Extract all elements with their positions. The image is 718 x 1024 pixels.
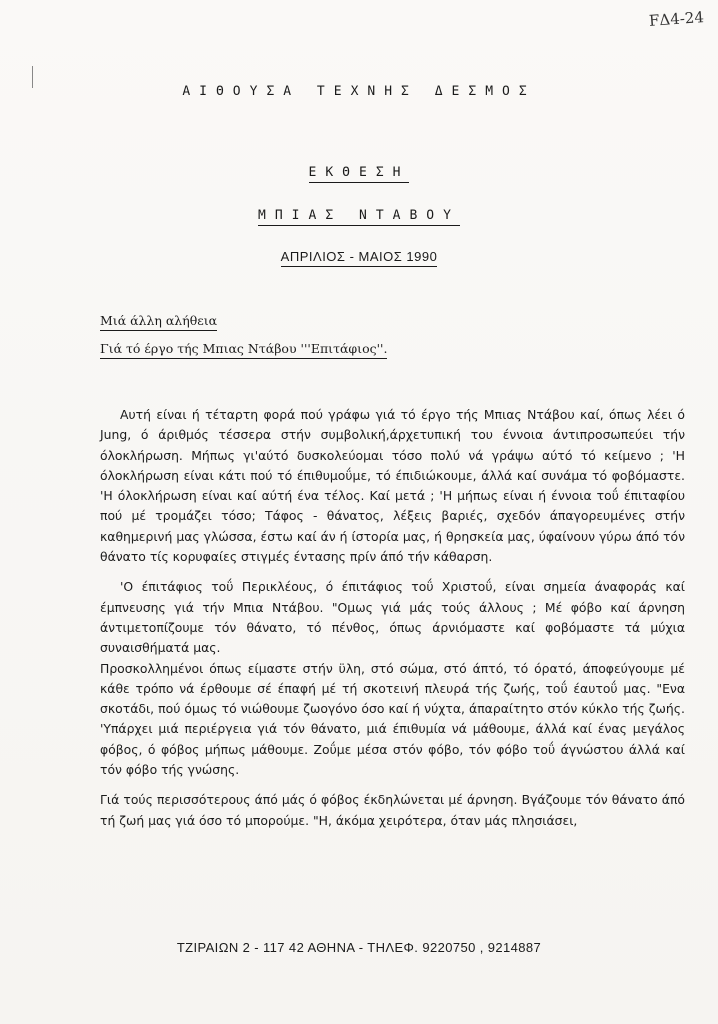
paragraph: 'Ο έπιτάφιος τοΰ Περικλέους, ό έπιτάφιος τοΰ Χριστοΰ, είναι σημεία άναφοράς καί έμπνευσης γιά τήν Μπια Ντάβου. "Ομως γιά μάς τούς άλλους ; Μέ φόβο καί άρνηση άντιμετοπίζουμε τόν θάνατο, τό πένθος, όπως άρνιόμαστε καί φοβόμαστε τά μύχια συναισθήματά μας. (100, 579, 685, 656)
paragraph: Αυτή είναι ή τέταρτη φορά πού γράφω γιά τό έργο τής Μπιας Ντάβου καί, όπως λέει ό Jung, ό άριθμός τέσσερα στήν συμβολική,άρχετυπική του έννοια άντιπροσωπεύει τήν όλοκλήρωση. Μήπως γι'αύτό δυσκολεύομαι τόσο πολύ νά γράψω αύτό τό κείμενο ; 'Η όλοκλήρωση είναι κάτι πού τό έπιθυμοΰμε, τό έπιδιώκουμε, άλλά καί συνάμα τό φοβόμαστε. 'Η όλοκλήρωση είναι καί αύτή ένα τέλος. Καί μετά ; 'Η μήπως είναι ή έννοια τοΰ έπιταφίου πού μέ τρομάζει τόσο; Τάφος - θάνατος, λέξεις βαριές, σχεδόν άπαγορευμένες στήν καθημερινή μας γλώσσα, έστω καί άν ή ίστορία μας, ή θρησκεία μας, ύφαίνουν γύρω άπό τόν θάνατο τίς κορυφαίες στιγμές έντασης πρίν άπό τήν κάθαρση. (100, 407, 685, 565)
artist-name (0, 208, 718, 223)
essay-body (100, 405, 685, 831)
artist-name-text: ΜΠΙΑΣ ΝΤΑΒΟΥ (258, 208, 460, 226)
exhibition-title-text: ΕΚΘΕΣΗ (309, 165, 410, 183)
exhibition-dates-text: ΑΠΡΙΛΙΟΣ - ΜΑΙΟΣ 1990 (281, 249, 438, 267)
exhibition-title (0, 165, 718, 180)
gallery-name: ΑΙΘΟΥΣΑ ΤΕΧΝΗΣ ΔΕΣΜΟΣ (182, 84, 536, 99)
handwritten-archive-mark: FΔ4-24 (648, 8, 705, 30)
essay-title: Μιά άλλη αλήθεια (100, 313, 217, 331)
paragraph: Γιά τούς περισσότερους άπό μάς ό φόβος έκδηλώνεται μέ άρνηση. Βγάζουμε τόν θάνατο άπό τή ζωή μας γιά όσο τό μπορούμε. "Η, άκόμα χειρότερα, όταν μάς πλησιάσει, (100, 792, 685, 828)
address-footer: ΤΖΙΡΑΙΩΝ 2 - 117 42 ΑΘΗΝΑ - ΤΗΛΕΦ. 9220750 , 9214887 (176, 940, 542, 955)
essay-subtitle: Γιά τό έργο τής Μπιας Ντάβου '''Επιτάφιος''. (100, 341, 387, 359)
paragraph: Προσκολλημένοι όπως είμαστε στήν ϋλη, στό σώμα, στό άπτό, τό όρατό, άποφεύγουμε μέ κάθε τρόπο νά έρθουμε σέ έπαφή μέ τή σκοτεινή πλευρά τής ζωής, τοΰ έαυτοΰ μας. "Ενα σκοτάδι, πού όμως τό νιώθουμε ζωογόνο όσο καί ή νύχτα, άπαραίτητο στόν κύκλο τής ζωής. 'Υπάρχει μιά περιέργεια γιά τόν θάνατο, μιά έπιθυμία νά μάθουμε, άλλά καί ένας μεγάλος φόβος, ό φόβος μήπως μάθουμε. Ζοΰμε μέσα στόν φόβο, τόν φόβο τοΰ άγνώστου άλλά καί τόν φόβο τής γνώσης. (100, 660, 685, 778)
exhibition-dates (0, 249, 718, 264)
